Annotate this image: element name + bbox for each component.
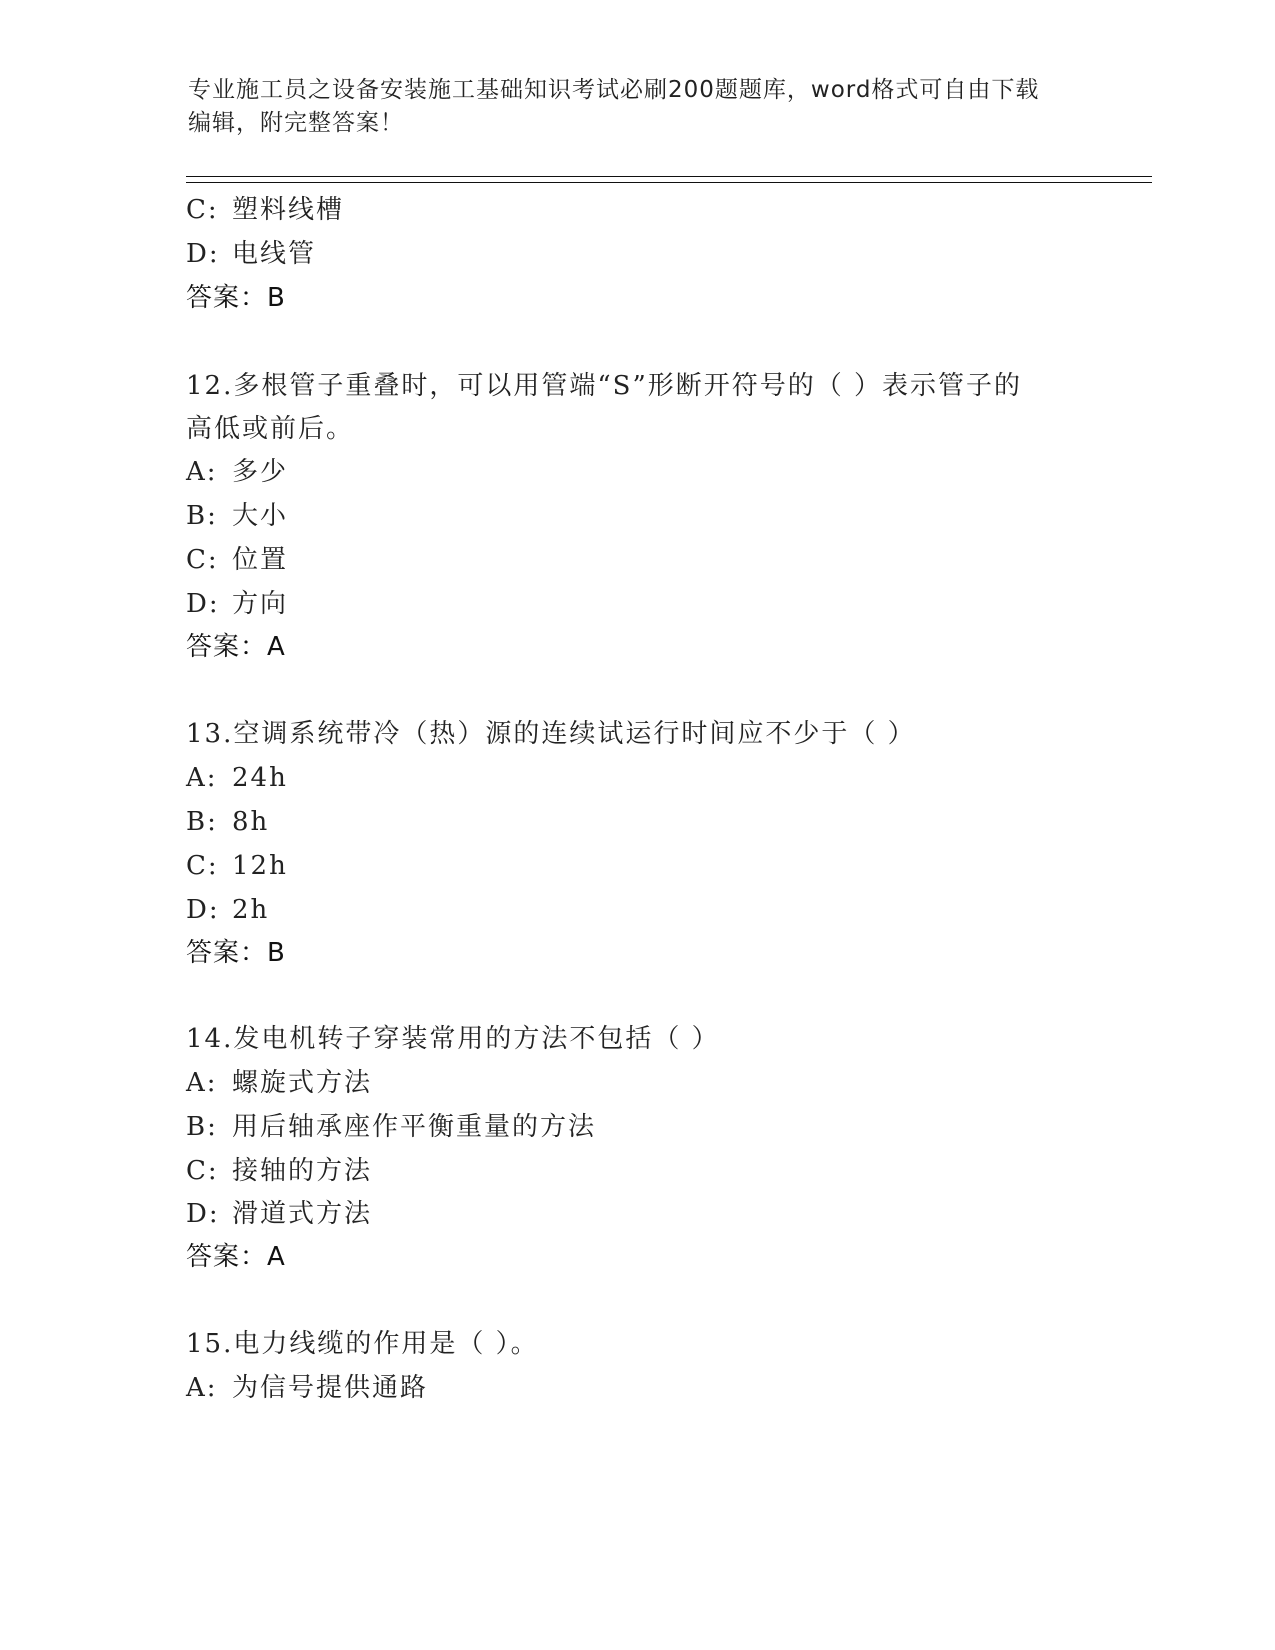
option-text: 为信号提供通路: [232, 1373, 429, 1403]
header-divider-top: [186, 176, 1152, 177]
q15-stem-line-1: 15.电力线缆的作用是（ ）。: [186, 1329, 539, 1359]
q12-stem-line-1: 12.多根管子重叠时，可以用管端“S”形断开符号的（ ）表示管子的: [186, 371, 1023, 401]
option-text: 方向: [232, 589, 289, 619]
q14-option-b: [186, 1110, 596, 1144]
q11-option-c: [186, 193, 344, 227]
option-label: A:: [186, 1068, 218, 1098]
option-label: A:: [186, 763, 218, 793]
q11-answer: 答案：B: [186, 283, 286, 313]
q13-stem-line-1: 13.空调系统带冷（热）源的连续试运行时间应不少于（ ）: [186, 719, 916, 749]
option-label: D:: [186, 895, 220, 925]
option-text: 滑道式方法: [232, 1199, 373, 1229]
q14-answer: 答案：A: [186, 1242, 286, 1272]
document-header: [188, 74, 1088, 140]
option-label: C:: [186, 195, 219, 225]
option-text: 8h: [232, 807, 270, 837]
q12-option-b: [186, 499, 288, 533]
option-label: B:: [186, 501, 218, 531]
q13-option-a: [186, 761, 288, 795]
q13-option-d: [186, 893, 269, 927]
option-label: C:: [186, 1156, 219, 1186]
option-text: 电线管: [232, 239, 317, 269]
header-line-2: 编辑，附完整答案！: [188, 110, 404, 136]
q12-option-a: [186, 455, 288, 489]
option-text: 12h: [232, 851, 288, 881]
option-text: 多少: [232, 457, 289, 487]
q13-option-c: [186, 849, 288, 883]
q13-option-b: [186, 805, 269, 839]
q12-option-c: [186, 543, 288, 577]
q14-option-c: [186, 1154, 372, 1188]
q13-answer: 答案：B: [186, 938, 286, 968]
option-label: A:: [186, 457, 218, 487]
q11-option-d: [186, 237, 316, 271]
option-text: 位置: [232, 545, 289, 575]
q12-option-d: [186, 587, 288, 621]
q14-option-a: [186, 1066, 372, 1100]
option-text: 塑料线槽: [232, 195, 345, 225]
q12-stem-line-2: 高低或前后。: [186, 414, 355, 444]
option-text: 螺旋式方法: [232, 1068, 373, 1098]
q14-stem-line-1: 14.发电机转子穿装常用的方法不包括（ ）: [186, 1024, 720, 1054]
option-label: D:: [186, 239, 220, 269]
option-label: D:: [186, 1199, 220, 1229]
option-text: 24h: [232, 763, 288, 793]
option-label: D:: [186, 589, 220, 619]
option-text: 用后轴承座作平衡重量的方法: [232, 1112, 597, 1142]
option-label: B:: [186, 1112, 218, 1142]
option-label: C:: [186, 851, 219, 881]
header-line-1: 专业施工员之设备安装施工基础知识考试必刷200题题库，word格式可自由下载: [188, 77, 1040, 103]
header-divider-bottom: [186, 182, 1152, 183]
q14-option-d: [186, 1197, 372, 1231]
option-text: 接轴的方法: [232, 1156, 373, 1186]
q15-option-a: [186, 1371, 428, 1405]
option-label: B:: [186, 807, 218, 837]
q12-answer: 答案：A: [186, 632, 286, 662]
option-text: 2h: [232, 895, 270, 925]
option-label: A:: [186, 1373, 218, 1403]
option-label: C:: [186, 545, 219, 575]
option-text: 大小: [232, 501, 289, 531]
